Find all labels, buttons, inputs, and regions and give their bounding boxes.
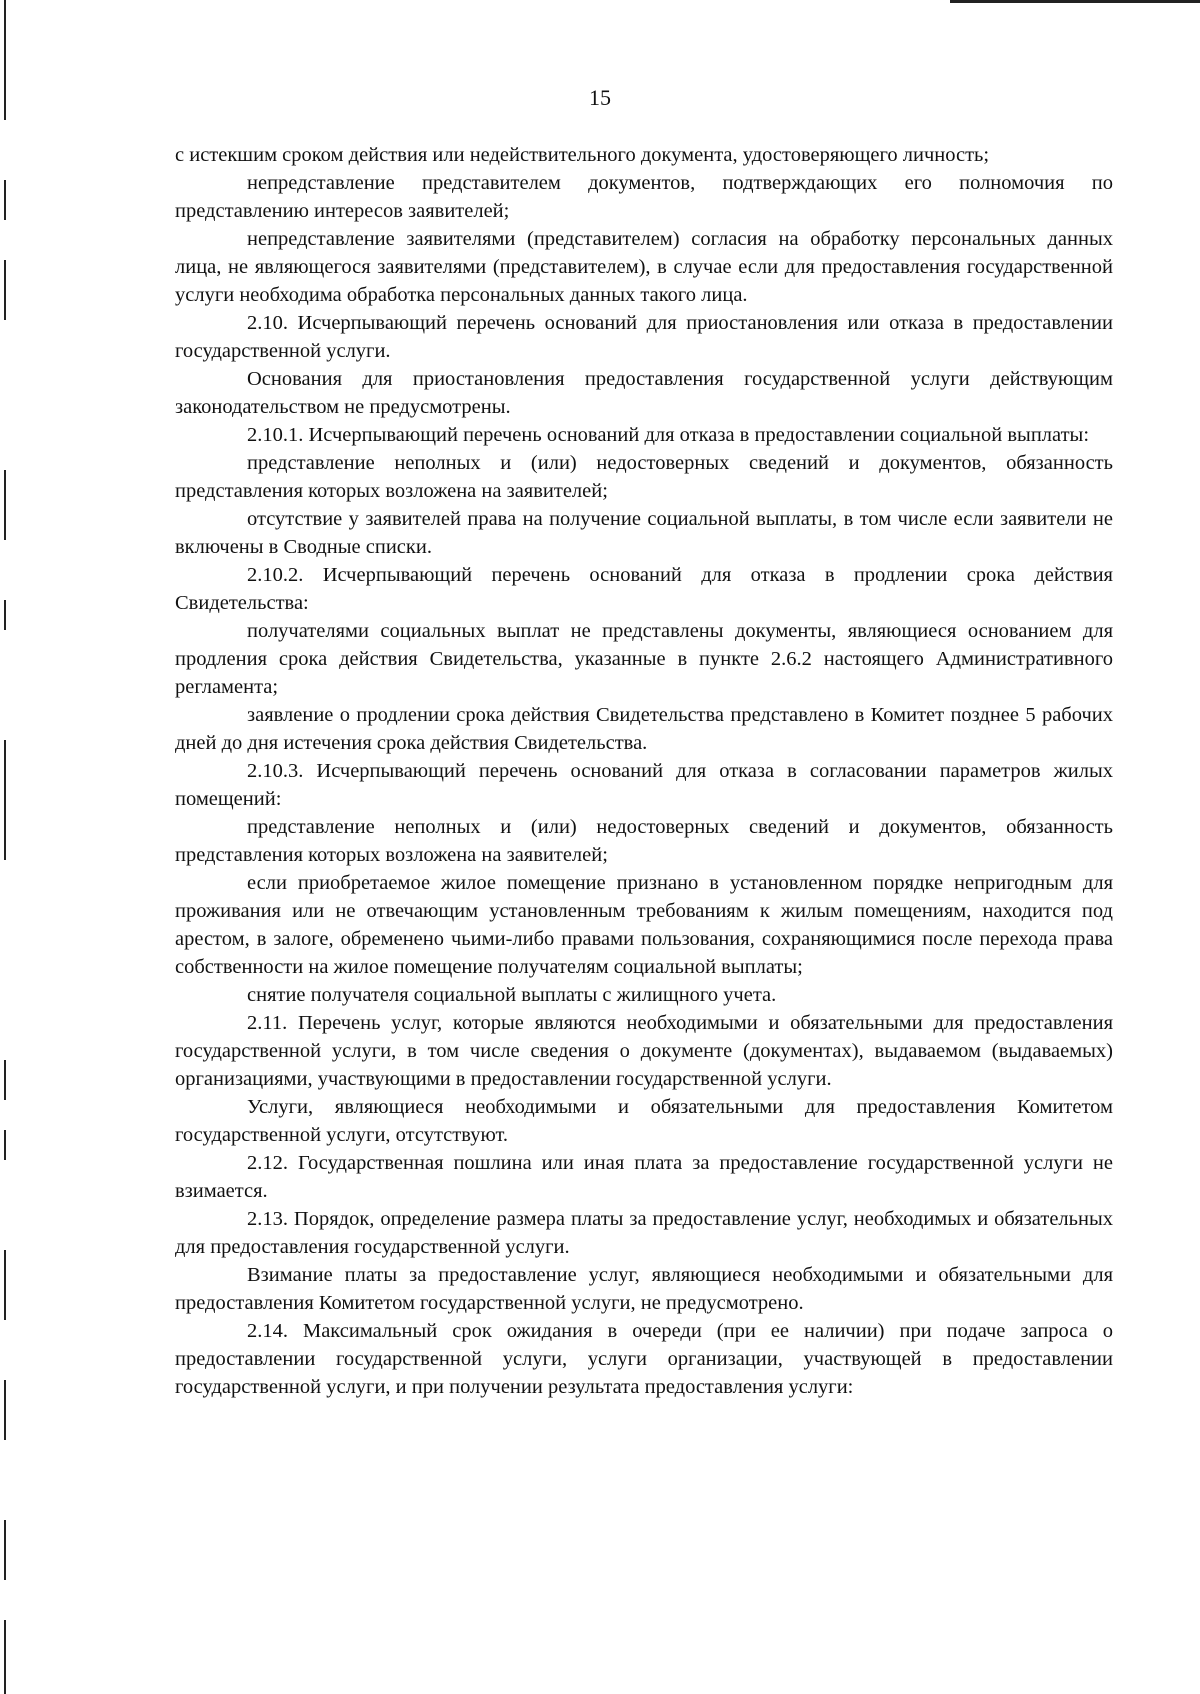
paragraph: представление неполных и (или) недостоверных сведений и документов, обязанность представления которых возложена на заявителей; [175,816,1113,866]
paragraph: представление неполных и (или) недостоверных сведений и документов, обязанность представления которых возложена на заявителей; [175,452,1113,502]
paragraph: Основания для приостановления предоставления государственной услуги действующим законодательством не предусмотрены. [175,368,1113,418]
paragraph: если приобретаемое жилое помещение признано в установленном порядке непригодным для проживания или не отвечающим установленным требованиям к жилым помещениям, находится под арестом, в залоге, обременено чьими-либо правами пользования, сохраняющимися после перехода права собственности на жилое помещение получателям социальной выплаты; [175,872,1113,978]
text-body [175,141,1113,1401]
paragraph: 2.13. Порядок, определение размера платы за предоставление услуг, необходимых и обязательных для предоставления государственной услуги. [175,1208,1113,1258]
paragraph: непредставление заявителями (представителем) согласия на обработку персональных данных лица, не являющегося заявителями (представителем), в случае если для предоставления государственной услуги необходима обработка персональных данных такого лица. [175,228,1113,306]
paragraph: 2.10.1. Исчерпывающий перечень оснований для отказа в предоставлении социальной выплаты: [247,424,1090,446]
paragraph: 2.10.3. Исчерпывающий перечень оснований для отказа в согласовании параметров жилых помещений: [175,760,1113,810]
paragraph: 2.10. Исчерпывающий перечень оснований для приостановления или отказа в предоставлении государственной услуги. [175,312,1113,362]
paragraph: 2.11. Перечень услуг, которые являются необходимыми и обязательными для предоставления государственной услуги, в том числе сведения о документе (документах), выдаваемом (выдаваемых) организациями, участвующими в предоставлении государственной услуги. [175,1012,1113,1090]
paragraph: заявление о продлении срока действия Свидетельства представлено в Комитет позднее 5 рабочих дней до дня истечения срока действия Свидетельства. [175,704,1113,754]
paragraph: снятие получателя социальной выплаты с жилищного учета. [247,984,777,1006]
paragraph: непредставление представителем документов, подтверждающих его полномочия по представлению интересов заявителей; [175,172,1113,222]
scan-edge-left [0,0,16,1694]
paragraph: с истекшим сроком действия или недействительного документа, удостоверяющего личность; [175,144,990,166]
paragraph: 2.14. Максимальный срок ожидания в очереди (при ее наличии) при подаче запроса о предоставлении государственной услуги, услуги организации, участвующей в предоставлении государственной услуги, и при получении результата предоставления услуги: [175,1320,1113,1398]
paragraph: Услуги, являющиеся необходимыми и обязательными для предоставления Комитетом государственной услуги, отсутствуют. [175,1096,1113,1146]
paragraph: Взимание платы за предоставление услуг, являющиеся необходимыми и обязательными для предоставления Комитетом государственной услуги, не предусмотрено. [175,1264,1113,1314]
paragraph: получателями социальных выплат не представлены документы, являющиеся основанием для продления срока действия Свидетельства, указанные в пункте 2.6.2 настоящего Административного регламента; [175,620,1113,698]
scan-edge-top [950,0,1200,9]
paragraph: отсутствие у заявителей права на получение социальной выплаты, в том числе если заявители не включены в Сводные списки. [175,508,1113,558]
paragraph: 2.12. Государственная пошлина или иная плата за предоставление государственной услуги не взимается. [175,1152,1113,1202]
paragraph: 2.10.2. Исчерпывающий перечень оснований для отказа в продлении срока действия Свидетельства: [175,564,1113,614]
page-number: 15 [589,85,611,110]
